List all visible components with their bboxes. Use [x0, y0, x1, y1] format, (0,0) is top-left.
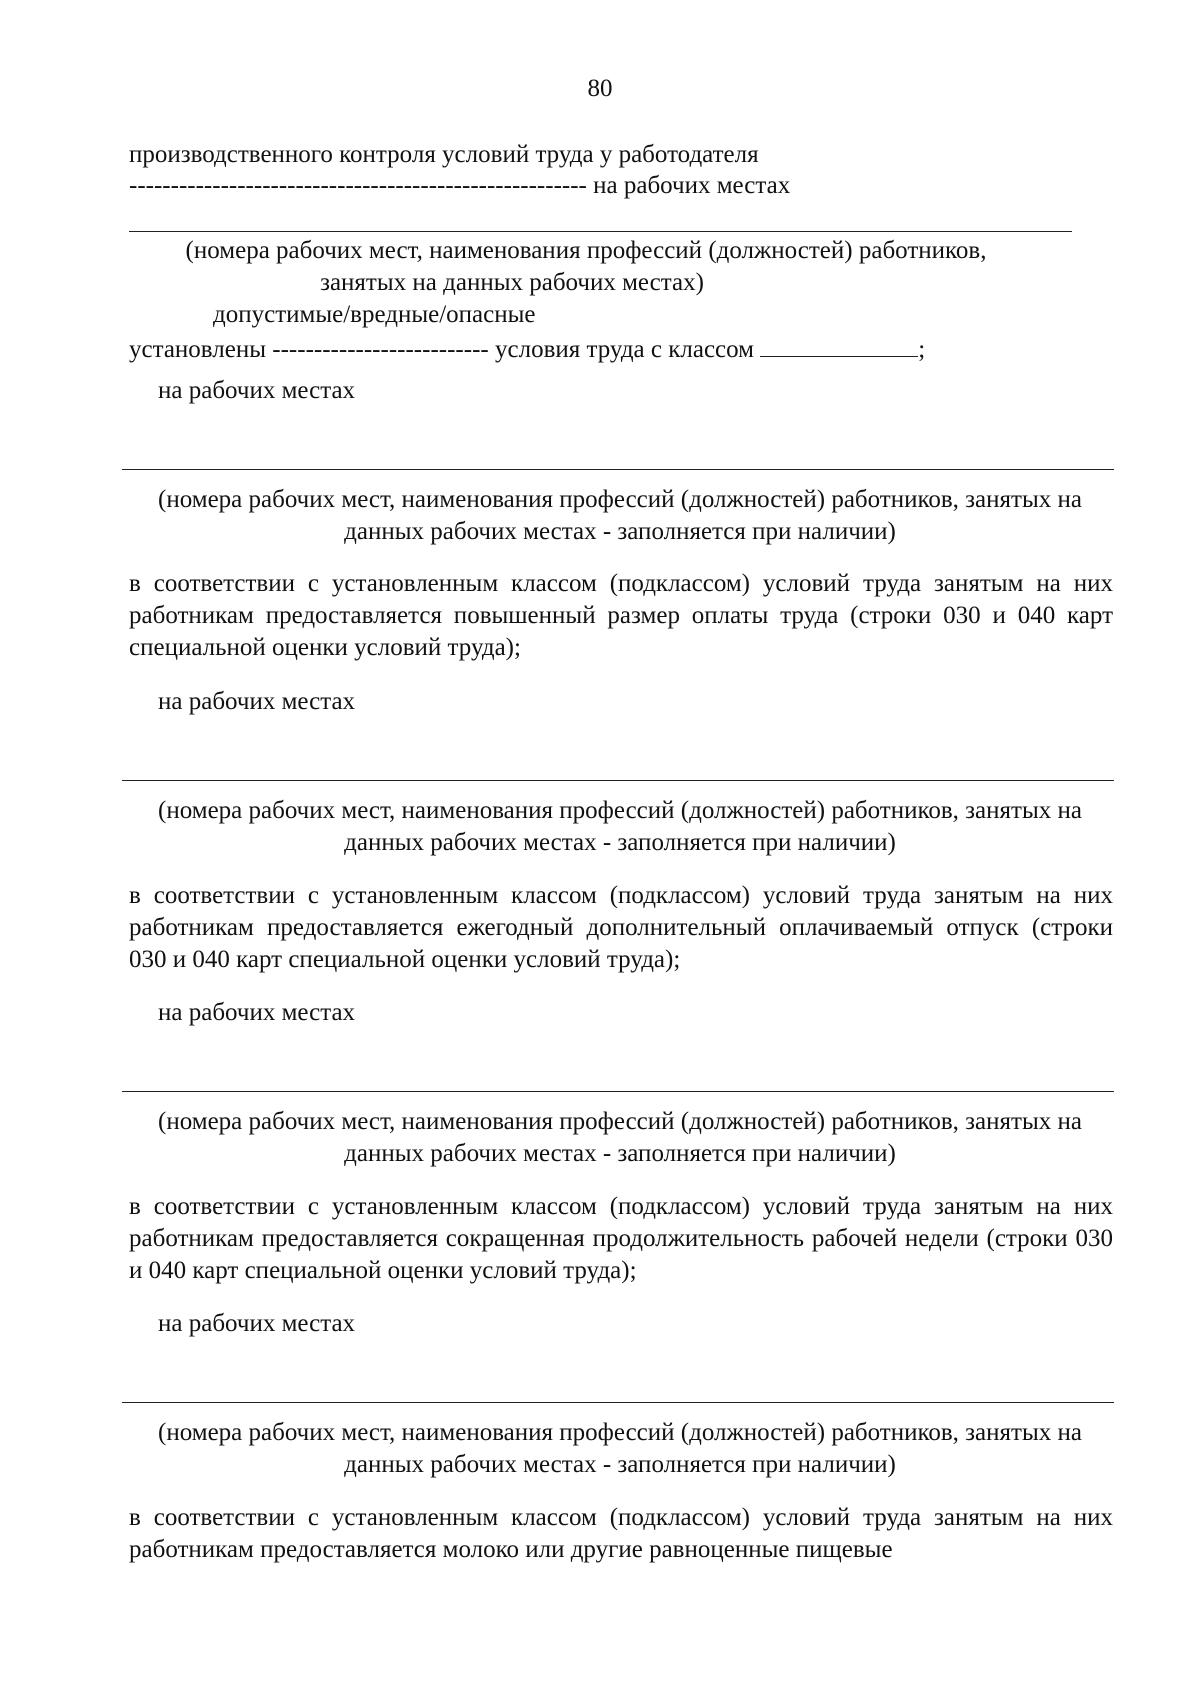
section-lead: на рабочих местах — [158, 377, 356, 404]
intro-workplaces-label: на рабочих местах — [593, 172, 791, 199]
blank-line-workplaces[interactable] — [122, 1091, 1114, 1092]
section-body: в соответствии с установленным классом (подклассом) условий труда занятым на них работникам предоставляется ежегодный дополнительный оплачиваемый отпуск (строки 030 и 040 карт специальной оценки условий труда); — [129, 882, 1113, 973]
section-body: в соответствии с установленным классом (подклассом) условий труда занятым на них работникам предоставляется молоко или другие равноценные пищевые — [129, 1504, 1113, 1563]
section-caption: (номера рабочих мест, наименования профессий (должностей) работников, занятых на данных рабочих местах - заполняется при наличии) — [158, 797, 1082, 856]
page-number: 80 — [587, 75, 613, 102]
blank-line-workplaces[interactable] — [122, 469, 1114, 470]
condition-options-label: допустимые/вредные/опасные — [213, 301, 536, 328]
intro-dashed-line — [129, 171, 790, 201]
class-blank-field[interactable] — [760, 334, 918, 357]
intro-dashes: ------------------------------------------------------- — [129, 172, 587, 199]
established-label: установлены — [129, 336, 267, 363]
caption-line: (номера рабочих мест, наименования профессий (должностей) работников, — [185, 237, 987, 264]
section-lead: на рабочих местах — [158, 688, 356, 715]
section-lead: на рабочих местах — [158, 1310, 356, 1337]
blank-line-workplaces[interactable] — [129, 231, 1072, 232]
section-body: в соответствии с установленным классом (подклассом) условий труда занятым на них работникам предоставляется сокращенная продолжительность рабочей недели (строки 030 и 040 карт специальной оценки условий труда); — [129, 1193, 1113, 1284]
caption-line: занятых на данных рабочих местах) — [320, 269, 704, 296]
class-dashes: -------------------------- — [272, 336, 489, 363]
section-body: в соответствии с установленным классом (подклассом) условий труда занятым на них работникам предоставляется повышенный размер оплаты труда (строки 030 и 040 карт специальной оценки условий труда); — [129, 570, 1113, 661]
intro-line: производственного контроля условий труда у работодателя — [129, 141, 759, 168]
blank-line-workplaces[interactable] — [122, 780, 1114, 781]
section-caption: (номера рабочих мест, наименования профессий (должностей) работников, занятых на данных рабочих местах - заполняется при наличии) — [158, 1419, 1082, 1478]
section-caption: (номера рабочих мест, наименования профессий (должностей) работников, занятых на данных рабочих местах - заполняется при наличии) — [158, 486, 1082, 545]
semicolon: ; — [918, 336, 926, 363]
section-lead: на рабочих местах — [158, 999, 356, 1026]
section-caption: (номера рабочих мест, наименования профессий (должностей) работников, занятых на данных рабочих местах - заполняется при наличии) — [158, 1108, 1082, 1167]
conditions-label: условия труда с классом — [495, 336, 754, 363]
class-statement-line — [129, 334, 925, 365]
blank-line-workplaces[interactable] — [122, 1402, 1114, 1403]
